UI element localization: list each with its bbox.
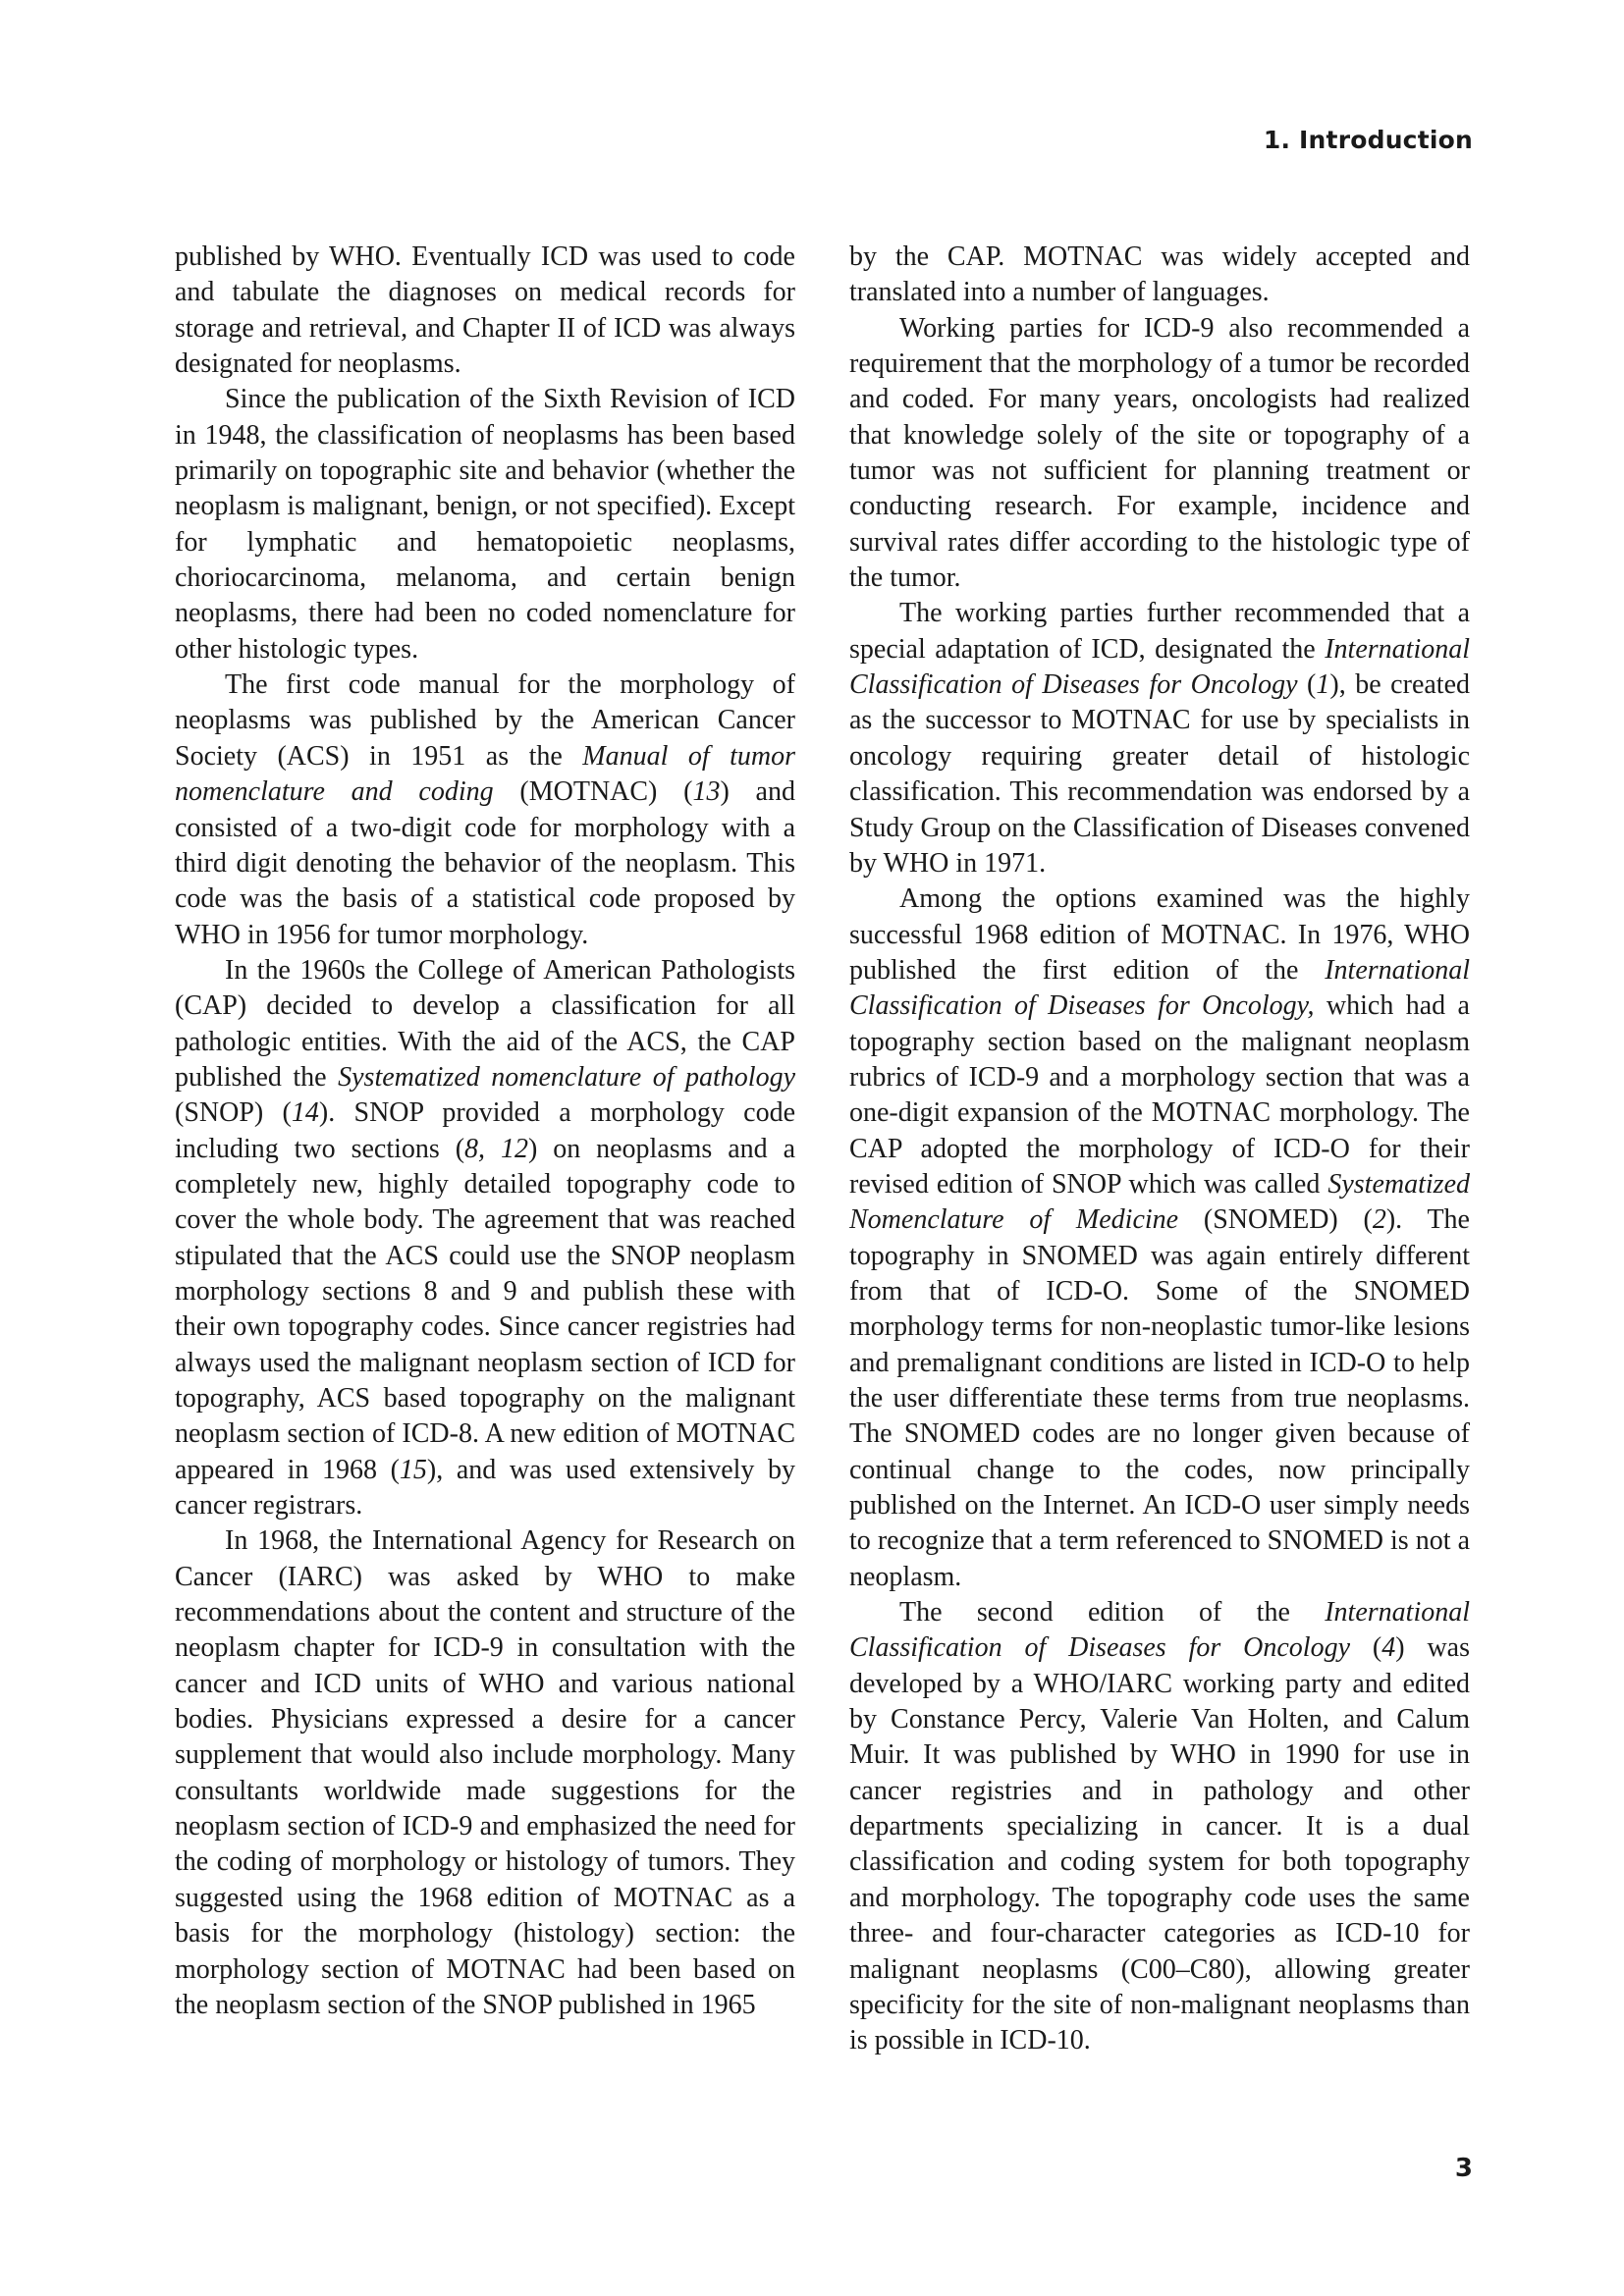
right-column xyxy=(849,240,1470,2059)
text-run: Since the publication of the Sixth Revision of ICD in 1948, the classification of neoplasms has been based primarily on topographic site and behavior (whether the neoplasm is malignant, benign, or not specified). Except for lymphatic and hematopoietic neoplasms, choriocarcinoma, melanoma, and certain benign neoplasms, there had been no coded nomenclature for other histologic types. xyxy=(175,384,795,665)
text-run: The second edition of the xyxy=(899,1597,1326,1629)
text-run: Working parties for ICD-9 also recommended a requirement that the morphology of a tumor be recorded and coded. For many years, oncologists had realized that knowledge solely of the site or topography of a tumor was not sufficient for planning treatment or conducting research. For example, incidence and survival rates differ according to the histologic type of the tumor. xyxy=(849,312,1470,594)
paragraph xyxy=(849,881,1470,1595)
text-run: (SNOMED) ( xyxy=(1178,1204,1373,1236)
text-run: ). The topography in SNOMED was again entirely different from that of ICD-O. Some of the SNOMED morphology terms for non-neoplastic tumor-like lesions and premalignant conditions are listed in ICD-O to help the user differentiate these terms from true neoplasms. The SNOMED codes are no longer given because of continual change to the codes, now principally published on the Internet. An ICD-O user simply needs to recognize that a term referenced to SNOMED is not a neoplasm. xyxy=(849,1204,1470,1592)
italic-text: Manual of tumor nomenclature and coding xyxy=(175,740,795,808)
paragraph xyxy=(849,311,1470,597)
text-run: Among the options examined was the highly successful 1968 edition of MOTNAC. In 1976, WHO published the first edition of the xyxy=(849,883,1470,986)
text-run: by the CAP. MOTNAC was widely accepted and translated into a number of languages. xyxy=(849,241,1470,308)
text-run: which had a topography section based on the malignant neoplasm rubrics of ICD-9 and a morphology section that was a one-digit expansion of the MOTNAC morphology. The CAP adopted the morphology of ICD-O for their revised edition of SNOP which was called xyxy=(849,990,1470,1200)
paragraph xyxy=(175,240,795,382)
left-column xyxy=(175,240,795,2023)
paragraph xyxy=(175,667,795,953)
text-run: In 1968, the International Agency for Research on Cancer (IARC) was asked by WHO to make recommendations about the content and structure of the neoplasm chapter for ICD-9 in consultation with the cancer and ICD units of WHO and various national bodies. Physicians expressed a desire for a cancer supplement that would also include morphology. Many consultants worldwide made suggestions for the neoplasm section of ICD-9 and emphasized the need for the coding of morphology or histology of tumors. They suggested using the 1968 edition of MOTNAC as a basis for the morphology (histology) section: the morphology section of MOTNAC had been based on the neoplasm section of the SNOP published in 1965 xyxy=(175,1525,795,2020)
text-run: published by WHO. Eventually ICD was used to code and tabulate the diagnoses on medical records for storage and retrieval, and Chapter II of ICD was always designated for neoplasms. xyxy=(175,241,795,380)
italic-text: Systematized nomenclature of pathology xyxy=(338,1061,795,1093)
paragraph xyxy=(849,240,1470,311)
italic-text: International Classification of Diseases for Oncology xyxy=(849,633,1470,701)
text-run: ) was developed by a WHO/IARC working party and edited by Constance Percy, Valerie Van Holten, and Calum Muir. It was published by WHO in 1990 for use in cancer registries and in pathology and other departments specializing in cancer. It is a dual classification and coding system for both topography and morphology. The topography code uses the same three- and four-character categories as ICD-10 for malignant neoplasms (C00–C80), allowing greater specificity for the site of non-malignant neoplasms than is possible in ICD-10. xyxy=(849,1632,1470,2056)
text-run: ) on neoplasms and a completely new, highly detailed topography code to cover the whole body. The agreement that was reached stipulated that the ACS could use the SNOP neoplasm morphology sections 8 and 9 and publish these with their own topography codes. Since cancer registries had always used the malignant neoplasm section of ICD for topography, ACS based topography on the malignant neoplasm section of ICD-8. A new edition of MOTNAC appeared in 1968 ( xyxy=(175,1133,796,1485)
italic-text: 4 xyxy=(1381,1632,1396,1664)
text-run: ) and consisted of a two-digit code for morphology with a third digit denoting the behavior of the neoplasm. This code was the basis of a statistical code proposed by WHO in 1956 for tumor morphology. xyxy=(175,776,795,950)
paragraph xyxy=(849,1595,1470,2058)
italic-text: 13 xyxy=(692,776,721,808)
paragraph xyxy=(849,596,1470,881)
italic-text: 15 xyxy=(399,1454,427,1485)
text-run: In the 1960s the College of American Pathologists (CAP) decided to develop a classification for all pathologic entities. With the aid of the ACS, the CAP published the xyxy=(175,954,795,1093)
text-run: The working parties further recommended that a special adaptation of ICD, designated the xyxy=(849,598,1470,665)
text-run: ), be created as the successor to MOTNAC for use by specialists in oncology requiring greater detail of histologic classification. This recommendation was endorsed by a Study Group on the Classification of Diseases convened by WHO in 1971. xyxy=(849,669,1471,879)
text-run: ( xyxy=(1297,669,1317,701)
paragraph xyxy=(175,1523,795,2023)
text-run: (SNOP) ( xyxy=(175,1097,292,1129)
italic-text: Systematized Nomenclature of Medicine xyxy=(849,1168,1470,1236)
text-run: The first code manual for the morphology of neoplasms was published by the American Cancer Society (ACS) in 1951 as the xyxy=(175,669,795,772)
italic-text: 14 xyxy=(291,1097,319,1129)
italic-text: 1 xyxy=(1316,669,1330,701)
text-run: ). SNOP provided a morphology code including two sections ( xyxy=(175,1097,795,1164)
italic-text: International Classification of Diseases for Oncology, xyxy=(849,954,1470,1022)
italic-text: 2 xyxy=(1372,1204,1386,1236)
text-run: ), and was used extensively by cancer registrars. xyxy=(175,1454,796,1522)
paragraph xyxy=(175,953,795,1524)
page-number: 3 xyxy=(1454,2154,1473,2183)
running-head: 1. Introduction xyxy=(1263,126,1473,154)
text-run: ( xyxy=(1350,1632,1382,1664)
text-run: (MOTNAC) ( xyxy=(493,776,693,808)
italic-text: International Classification of Diseases for Oncology xyxy=(849,1597,1470,1664)
italic-text: 8, 12 xyxy=(464,1133,528,1164)
paragraph xyxy=(175,382,795,667)
